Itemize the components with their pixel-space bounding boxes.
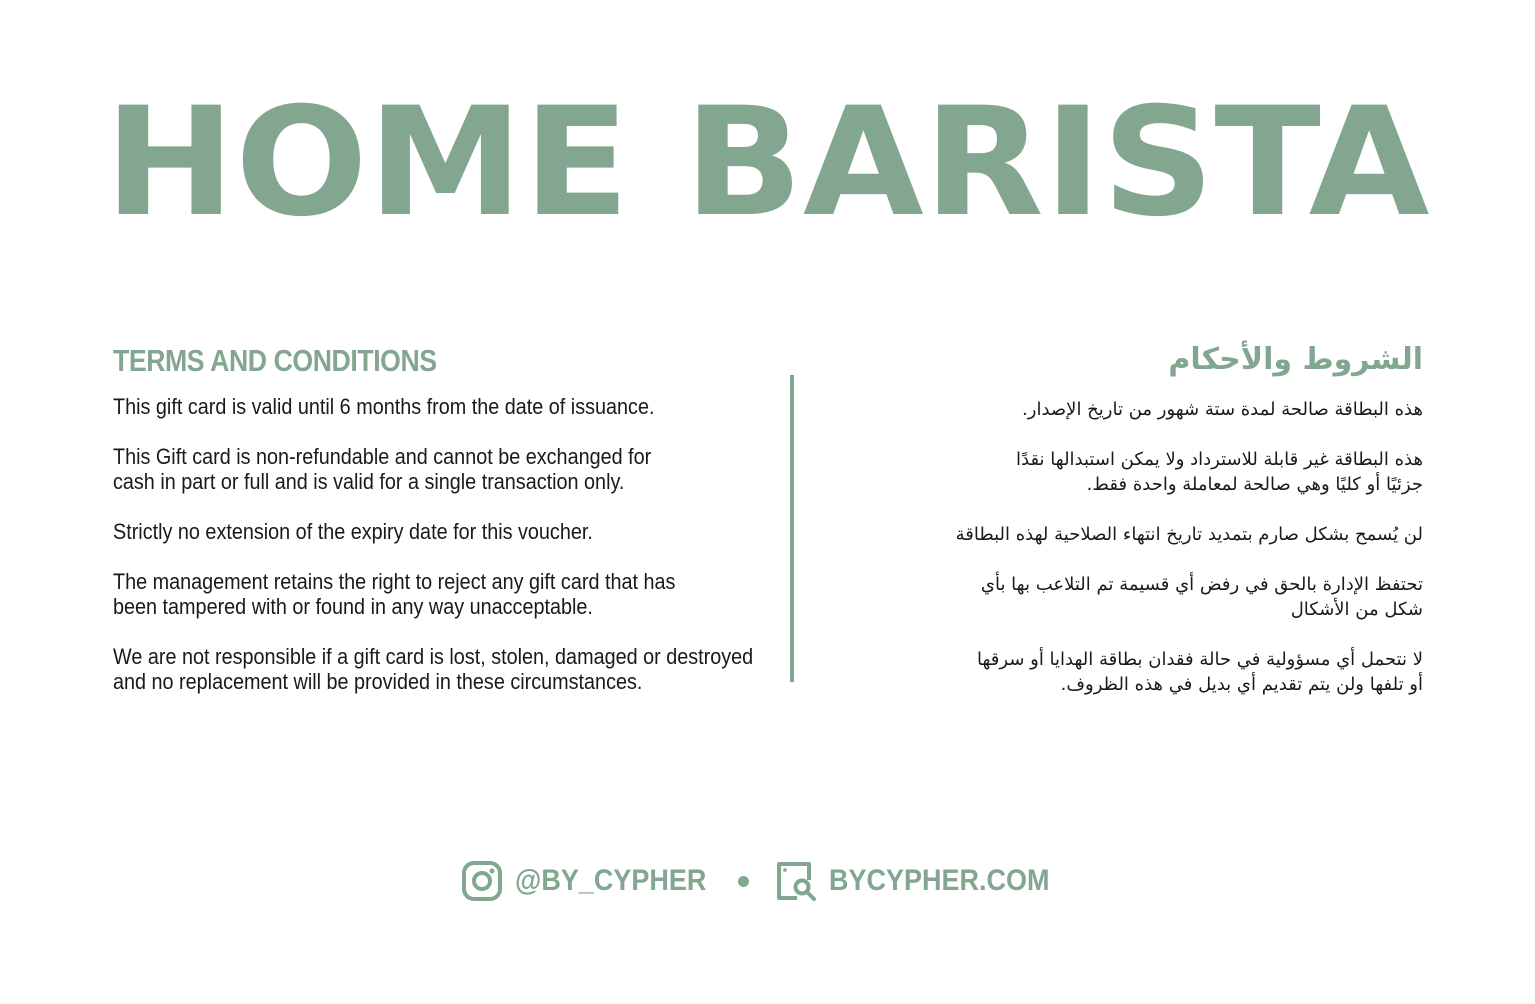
terms-english <box>113 340 773 719</box>
terms-paragraph-ar <box>845 647 1423 697</box>
web-search-icon <box>775 860 817 902</box>
terms-line: cash in part or full and is valid for a single transaction only. <box>113 469 625 494</box>
brand-title: HOME BARISTA <box>104 86 1430 236</box>
terms-line: This Gift card is non-refundable and cannot be exchanged for <box>113 444 652 469</box>
terms-heading-en: TERMS AND CONDITIONS <box>113 343 437 378</box>
terms-paragraph-en <box>113 394 779 419</box>
column-divider <box>790 375 794 682</box>
terms-line: We are not responsible if a gift card is lost, stolen, damaged or destroyed <box>113 644 754 669</box>
terms-line: been tampered with or found in any way unacceptable. <box>113 594 593 619</box>
terms-line: هذه البطاقة غير قابلة للاسترداد ولا يمكن استبدالها نقدًا <box>1016 449 1423 470</box>
terms-paragraph-en <box>113 519 779 544</box>
terms-line: شكل من الأشكال <box>1290 599 1423 620</box>
terms-line: لن يُسمح بشكل صارم بتمديد تاريخ انتهاء الصلاحية لهذه البطاقة <box>955 524 1423 545</box>
terms-heading-ar: الشروط والأحكام <box>1168 342 1423 377</box>
website-link[interactable] <box>775 860 1074 902</box>
terms-line: أو تلفها ولن يتم تقديم أي بديل في هذه الظروف. <box>1060 674 1423 695</box>
brand-logo <box>0 86 1535 236</box>
terms-paragraph-en <box>113 644 779 694</box>
terms-paragraph-ar <box>845 572 1423 622</box>
terms-line: Strictly no extension of the expiry date for this voucher. <box>113 519 593 544</box>
website-url: BYCYPHER.COM <box>828 864 1050 897</box>
terms-line: and no replacement will be provided in these circumstances. <box>113 669 643 694</box>
terms-line: This gift card is valid until 6 months from the date of issuance. <box>113 394 655 419</box>
separator-dot <box>738 876 749 887</box>
terms-arabic <box>845 337 1423 722</box>
terms-paragraph-ar <box>845 397 1423 422</box>
terms-line: هذه البطاقة صالحة لمدة ستة شهور من تاريخ الإصدار. <box>1022 399 1423 420</box>
instagram-icon <box>461 860 503 902</box>
instagram-handle: @BY_CYPHER <box>515 864 707 897</box>
terms-line: لا نتحمل أي مسؤولية في حالة فقدان بطاقة الهدايا أو سرقها <box>977 649 1423 670</box>
terms-line: تحتفظ الإدارة بالحق في رفض أي قسيمة تم التلاعب بها بأي <box>980 574 1423 595</box>
terms-paragraph-ar <box>845 447 1423 497</box>
terms-paragraph-ar <box>845 522 1423 547</box>
terms-line: جزئيًا أو كليًا وهي صالحة لمعاملة واحدة فقط. <box>1086 474 1423 495</box>
terms-paragraph-en <box>113 569 779 619</box>
terms-line: The management retains the right to reject any gift card that has <box>113 569 676 594</box>
terms-paragraph-en <box>113 444 779 494</box>
instagram-link[interactable] <box>461 860 728 902</box>
footer <box>0 856 1535 906</box>
